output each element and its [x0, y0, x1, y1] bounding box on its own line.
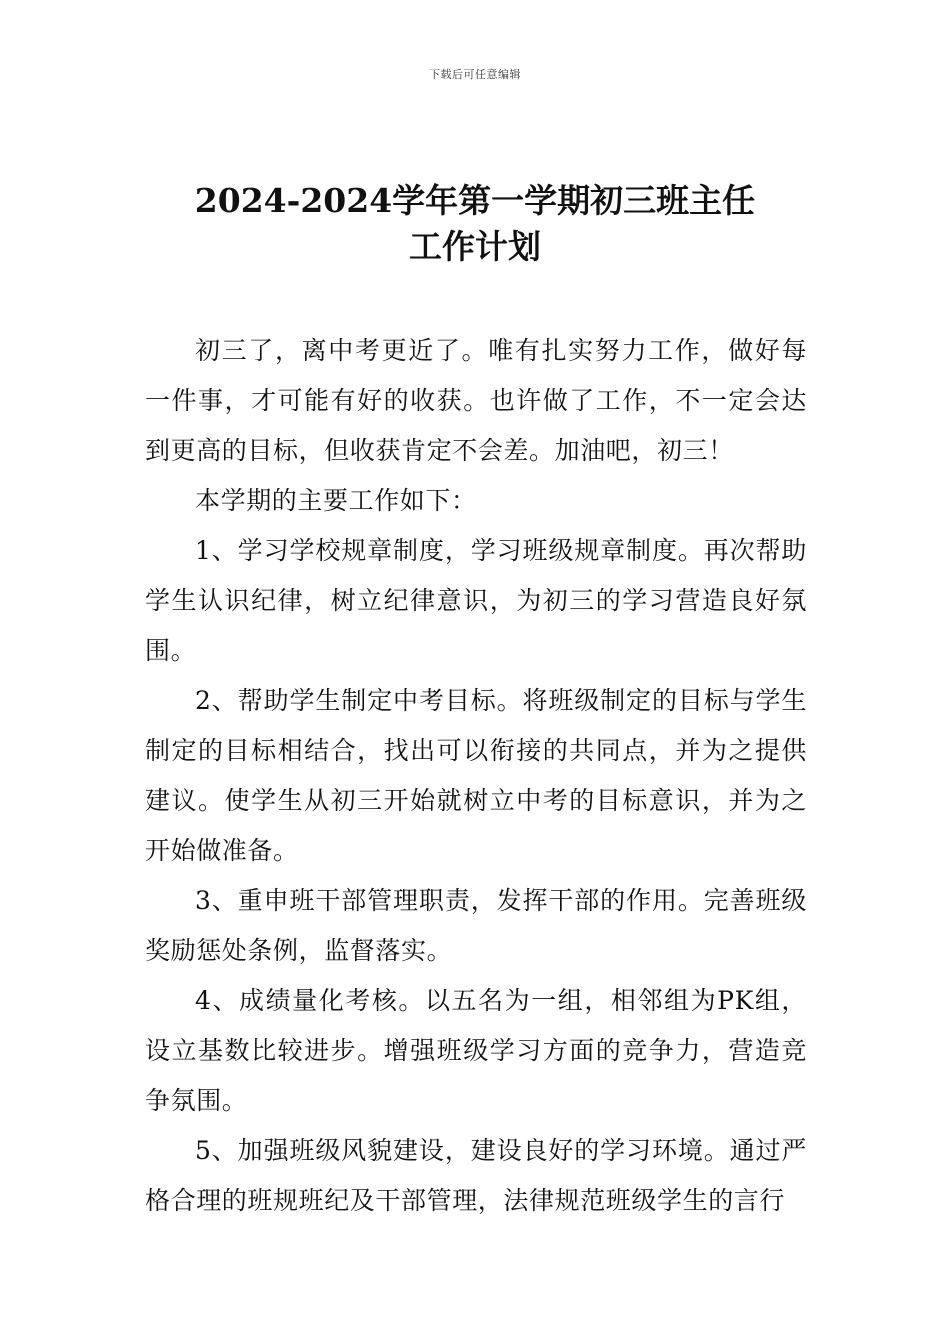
paragraph-item-1: 1、学习学校规章制度，学习班级规章制度。再次帮助学生认识纪律，树立纪律意识，为初三的学习营造良好氛围。 — [145, 536, 807, 665]
header-note: 下载后可任意编辑 — [429, 68, 521, 81]
title-line-1: 2024-2024学年第一学期初三班主任 — [194, 181, 756, 220]
title-line-2: 工作计划 — [409, 227, 541, 266]
document-title — [100, 178, 850, 270]
paragraph-item-4: 4、成绩量化考核。以五名为一组，相邻组为PK组，设立基数比较进步。增强班级学习方面的竞争力，营造竞争氛围。 — [145, 986, 807, 1115]
paragraph-item-3: 3、重申班干部管理职责，发挥干部的作用。完善班级奖励惩处条例，监督落实。 — [145, 886, 807, 965]
paragraph-item-2: 2、帮助学生制定中考目标。将班级制定的目标与学生制定的目标相结合，找出可以衔接的共同点，并为之提供建议。使学生从初三开始就树立中考的目标意识，并为之开始做准备。 — [145, 686, 807, 865]
paragraph-item-5: 5、加强班级风貌建设，建设良好的学习环境。通过严格合理的班规班纪及干部管理，法律规范班级学生的言行 — [145, 1136, 807, 1215]
paragraph-work-heading: 本学期的主要工作如下： — [195, 486, 477, 515]
paragraph-intro: 初三了，离中考更近了。唯有扎实努力工作，做好每一件事，才可能有好的收获。也许做了工作，不一定会达到更高的目标，但收获肯定不会差。加油吧，初三！ — [145, 336, 807, 465]
document-body — [145, 326, 807, 1226]
